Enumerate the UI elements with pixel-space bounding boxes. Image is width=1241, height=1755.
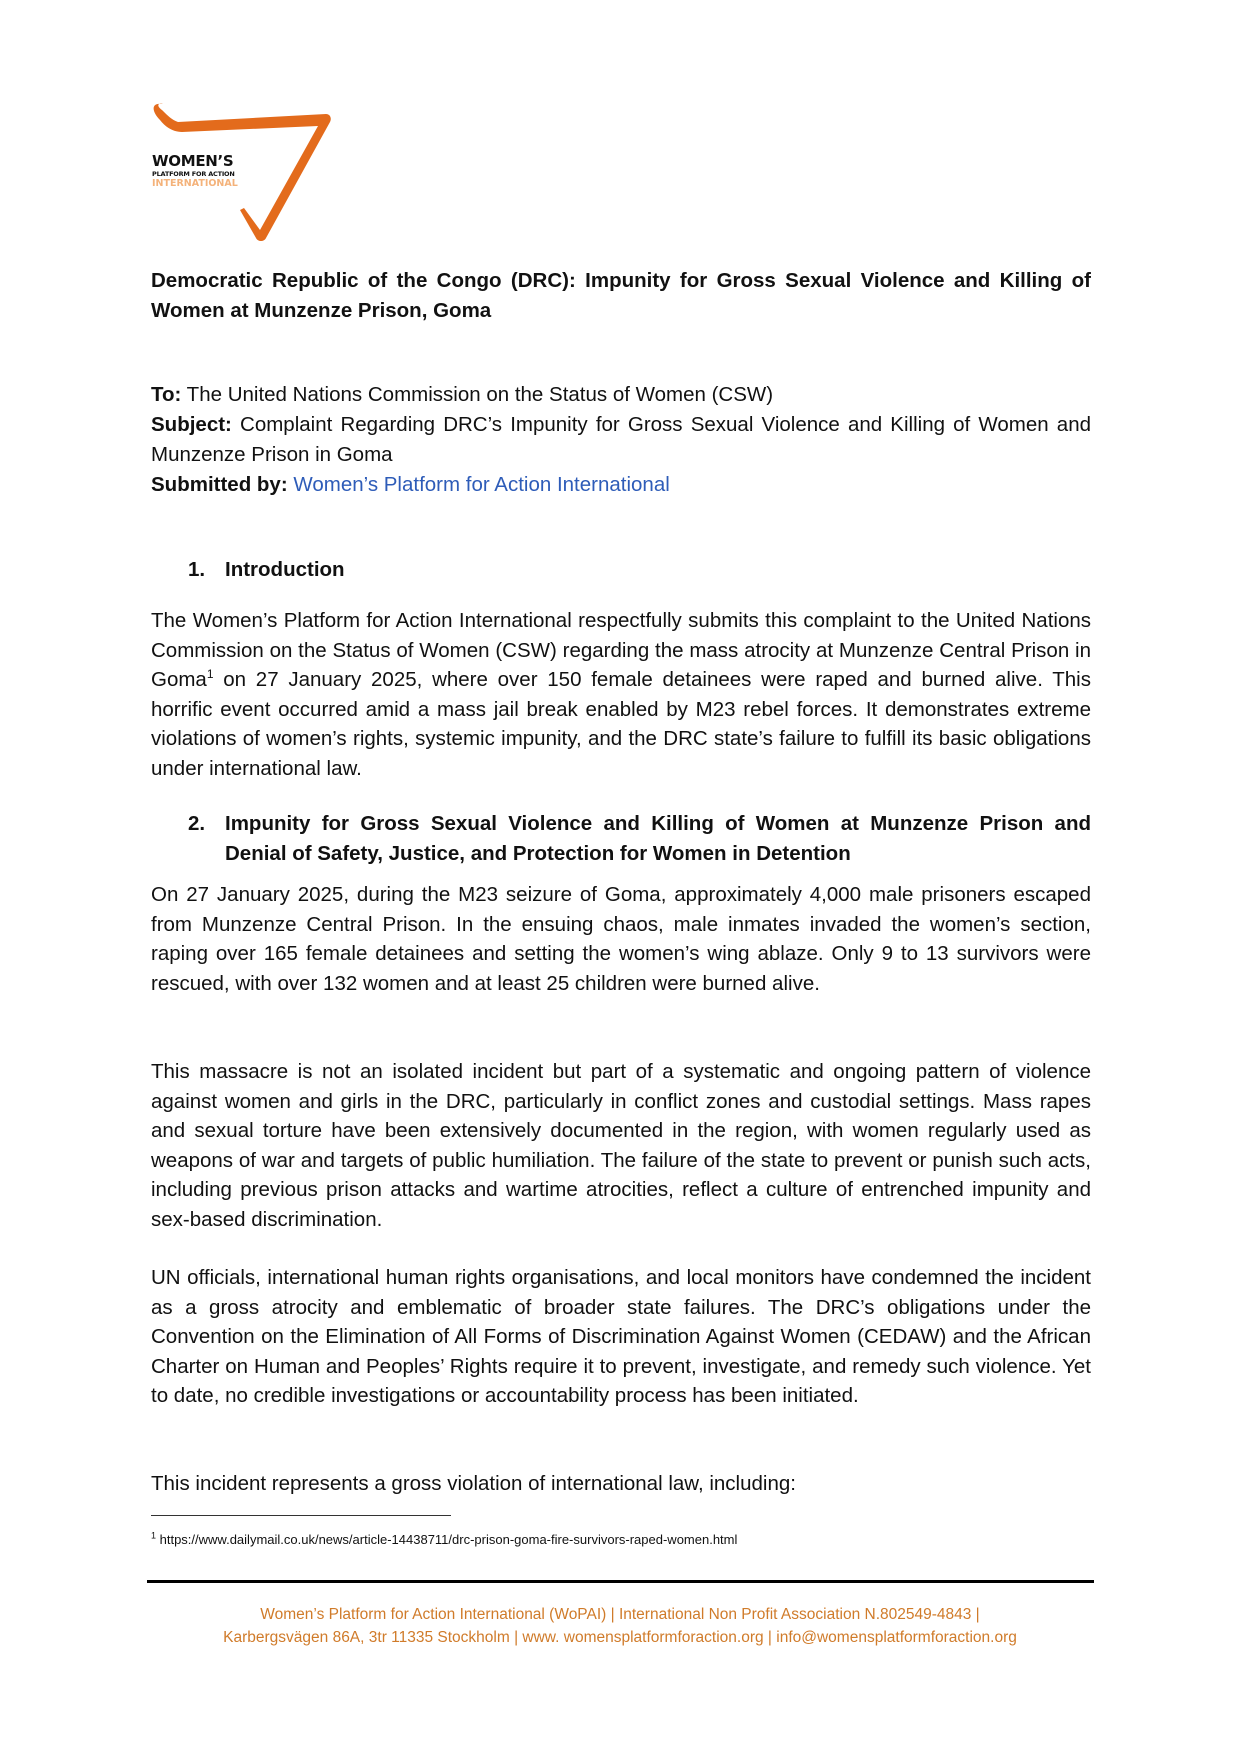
section-2-heading — [188, 809, 1091, 869]
submitted-line — [151, 470, 1091, 500]
to-value: The United Nations Commission on the Status of Women (CSW) — [181, 383, 774, 406]
footnote-separator — [151, 1515, 451, 1516]
submitted-label: Submitted by: — [151, 473, 288, 496]
footnote-marker: 1 — [151, 1530, 157, 1541]
logo-line-1: WOMEN’S — [152, 152, 234, 170]
section-1-heading — [188, 555, 1091, 585]
page-footer — [140, 1603, 1100, 1649]
paragraph-condemnation: UN officials, international human rights organisations, and local monitors have condemned the incident as a gross atrocity and emblematic of broader state failures. The DRC’s obligations under the Convention on the Elimination of All Forms of Discrimination Against Women (CEDAW) and the African Charter on Human and Peoples’ Rights require it to prevent, investigate, and remedy such violence. Yet to date, no credible investigations or accountability process has been initiated. — [151, 1266, 1091, 1407]
document-title: Democratic Republic of the Congo (DRC): Impunity for Gross Sexual Violence and Killing of Women at Munzenze Prison, Goma — [151, 269, 1091, 322]
section-1-title: Introduction — [225, 558, 345, 581]
logo-wordmark — [152, 154, 238, 188]
section-1-number: 1. — [188, 558, 206, 581]
intro-paragraph — [151, 606, 1091, 783]
section-2-title: Impunity for Gross Sexual Violence and Killing of Women at Munzenze Prison and Denial of Safety, Justice, and Protection for Women in Detention — [225, 812, 1091, 865]
footer-line-2: Karbergsvägen 86A, 3tr 11335 Stockholm | www. womensplatformforaction.org | info@womensplatformforaction.org — [223, 1629, 1017, 1646]
meta-block — [151, 380, 1091, 500]
intro-text-a: The Women’s Platform for Action International respectfully submits this complaint to the United Nations Commission on the Status of Women (CSW) regarding the mass atrocity at Munzenze Central Prison in Goma — [151, 609, 1091, 691]
subject-value: Complaint Regarding DRC’s Impunity for Gross Sexual Violence and Killing of Women and Munzenze Prison in Goma — [151, 413, 1091, 466]
paragraph-violations-intro: This incident represents a gross violation of international law, including: — [151, 1472, 796, 1495]
to-line — [151, 380, 1091, 410]
footnote-ref-1[interactable]: 1 — [206, 667, 214, 682]
subject-line — [151, 410, 1091, 470]
footnote-url[interactable]: https://www.dailymail.co.uk/news/article-14438711/drc-prison-goma-fire-survivors-raped-women.html — [156, 1532, 738, 1547]
footer-rule — [147, 1580, 1094, 1583]
footnote-1 — [151, 1532, 737, 1547]
logo-line-3: INTERNATIONAL — [152, 177, 238, 189]
paragraph-pattern: This massacre is not an isolated incident but part of a systematic and ongoing pattern of violence against women and girls in the DRC, particularly in conflict zones and custodial settings. Mass rapes and sexual torture have been extensively documented in the region, with women regularly used as weapons of war and targets of public humiliation. The failure of the state to prevent or punish such acts, including previous prison attacks and wartime atrocities, reflect a culture of entrenched impunity and sex-based discrimination. — [151, 1060, 1091, 1231]
paragraph-event: On 27 January 2025, during the M23 seizure of Goma, approximately 4,000 male prisoners escaped from Munzenze Central Prison. In the ensuing chaos, male inmates invaded the women’s section, raping over 165 female detainees and setting the women’s wing ablaze. Only 9 to 13 survivors were rescued, with over 132 women and at least 25 children were burned alive. — [151, 883, 1091, 995]
intro-text-b: on 27 January 2025, where over 150 female detainees were raped and burned alive. This horrific event occurred amid a mass jail break enabled by M23 rebel forces. It demonstrates extreme violations of women’s rights, systemic impunity, and the DRC state’s failure to fulfill its basic obligations under international law. — [151, 668, 1091, 780]
subject-label: Subject: — [151, 413, 232, 436]
logo-line-2: PLATFORM FOR ACTION — [152, 170, 235, 178]
submitted-by-link[interactable]: Women’s Platform for Action International — [293, 473, 670, 496]
section-2-number: 2. — [188, 812, 206, 835]
footer-line-1: Women’s Platform for Action International (WoPAI) | International Non Profit Association N.802549-4843 | — [260, 1606, 980, 1623]
to-label: To: — [151, 383, 182, 406]
